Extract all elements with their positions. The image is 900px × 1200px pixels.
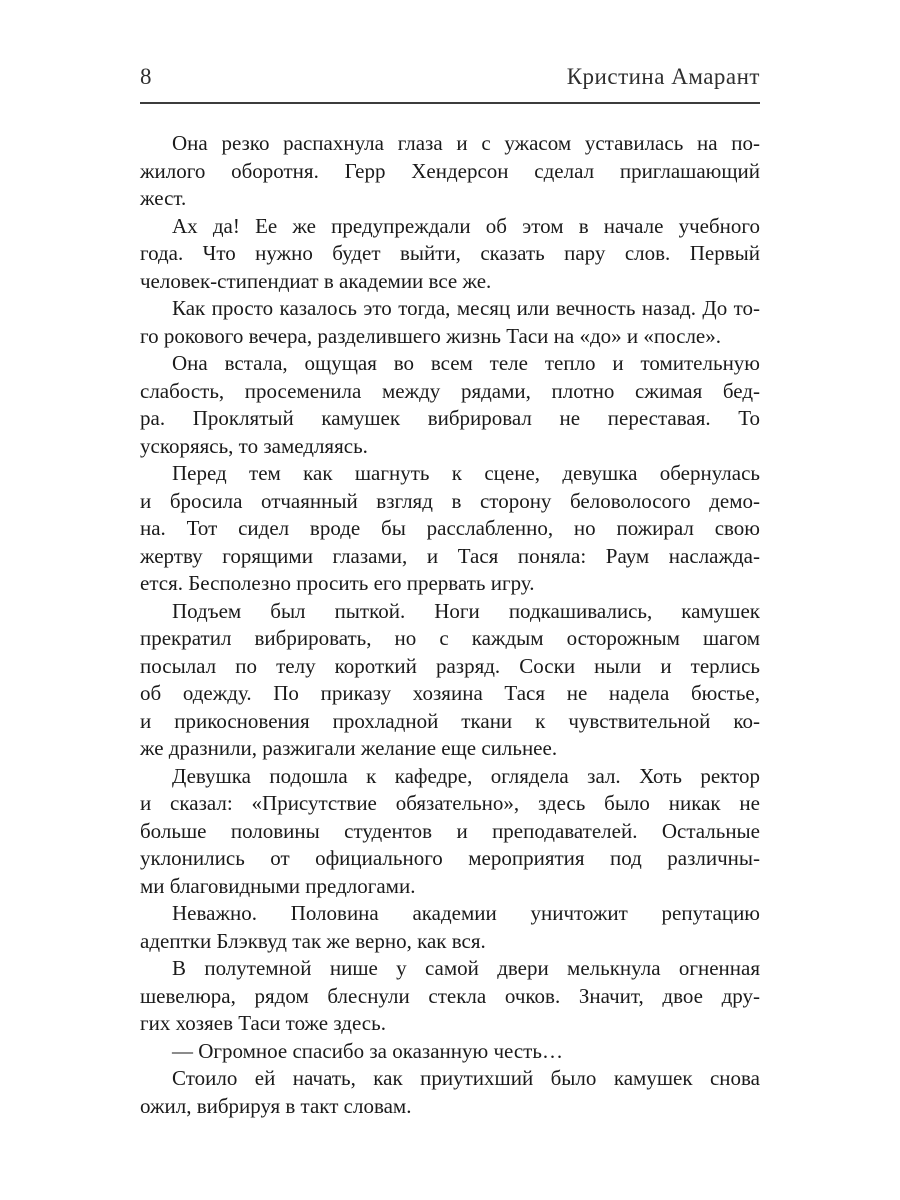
text-line: посылал по телу короткий разряд. Соски ныли и терлись [140,653,760,678]
text-line: слабость, просеменила между рядами, плотно сжимая бед- [140,378,760,403]
text-line: Она резко распахнула глаза и с ужасом уставилась на по- [172,131,760,155]
text-line: ется. Бесполезно просить его прервать игру. [140,571,535,595]
text-line: на. Тот сидел вроде бы расслабленно, но пожирал свою [140,516,760,540]
body-text [140,130,760,1120]
text-line: Девушка подошла к кафедре, оглядела зал. Хоть ректор [172,763,760,788]
text-line: Неважно. Половина академии уничтожит репутацию [172,901,760,925]
header-rule [140,102,760,104]
text-line: уклонились от официального мероприятия под различны- [140,846,760,870]
text-line: Она встала, ощущая во всем теле тепло и томительную [172,351,760,375]
paragraph [140,213,760,296]
text-line: прекратил вибрировать, но с каждым осторожным шагом [140,626,760,650]
page-header [140,64,760,90]
text-line: и прикосновения прохладной ткани к чувствительной ко- [140,708,760,733]
text-line: и сказал: «Присутствие обязательно», здесь было никак не [140,791,760,815]
running-title-author: Кристина Амарант [566,64,760,89]
paragraph [140,130,760,213]
text-line: жест. [140,186,187,210]
paragraph [140,1038,760,1066]
paragraph [140,955,760,1038]
text-line: гих хозяев Таси тоже здесь. [140,1011,386,1035]
text-line: Как просто казалось это тогда, месяц или вечность назад. До то- [172,296,760,320]
text-line: го рокового вечера, разделившего жизнь Таси на «до» и «после». [140,323,721,348]
text-line: больше половины студентов и преподавателей. Остальные [140,818,760,843]
text-line: — Огромное спасибо за оказанную честь… [172,1038,563,1063]
text-line: Стоило ей начать, как приутихший было камушек снова [172,1066,760,1090]
text-line: года. Что нужно будет выйти, сказать пару слов. Первый [140,241,760,265]
page-number: 8 [140,64,152,89]
text-line: человек-стипендиат в академии все же. [140,268,492,293]
text-line: шевелюра, рядом блеснули стекла очков. Значит, двое дру- [140,983,760,1008]
paragraph [140,295,760,350]
paragraph [140,763,760,901]
paragraph [140,350,760,460]
text-line: Ах да! Ее же предупреждали об этом в начале учебного [172,213,760,238]
text-line: адептки Блэквуд так же верно, как вся. [140,928,486,953]
text-line: же дразнили, разжигали желание еще сильнее. [140,736,558,760]
text-line: жилого оборотня. Герр Хендерсон сделал приглашающий [140,158,760,183]
text-line: об одежду. По приказу хозяина Тася не надела бюстье, [140,681,760,705]
text-line: и бросила отчаянный взгляд в сторону беловолосого демо- [140,488,760,513]
text-line: жертву горящими глазами, и Тася поняла: Раум наслажда- [140,543,760,568]
text-line: Подъем был пыткой. Ноги подкашивались, камушек [172,598,760,623]
text-line: ускоряясь, то замедляясь. [140,433,368,458]
paragraph [140,598,760,763]
paragraph [140,900,760,955]
text-line: В полутемной нише у самой двери мелькнула огненная [172,956,760,980]
paragraph [140,1065,760,1120]
paragraph [140,460,760,598]
text-line: ожил, вибрируя в такт словам. [140,1093,412,1118]
text-line: ра. Проклятый камушек вибрировал не переставая. То [140,406,760,430]
text-line: Перед тем как шагнуть к сцене, девушка обернулась [172,461,760,485]
text-line: ми благовидными предлогами. [140,873,416,898]
